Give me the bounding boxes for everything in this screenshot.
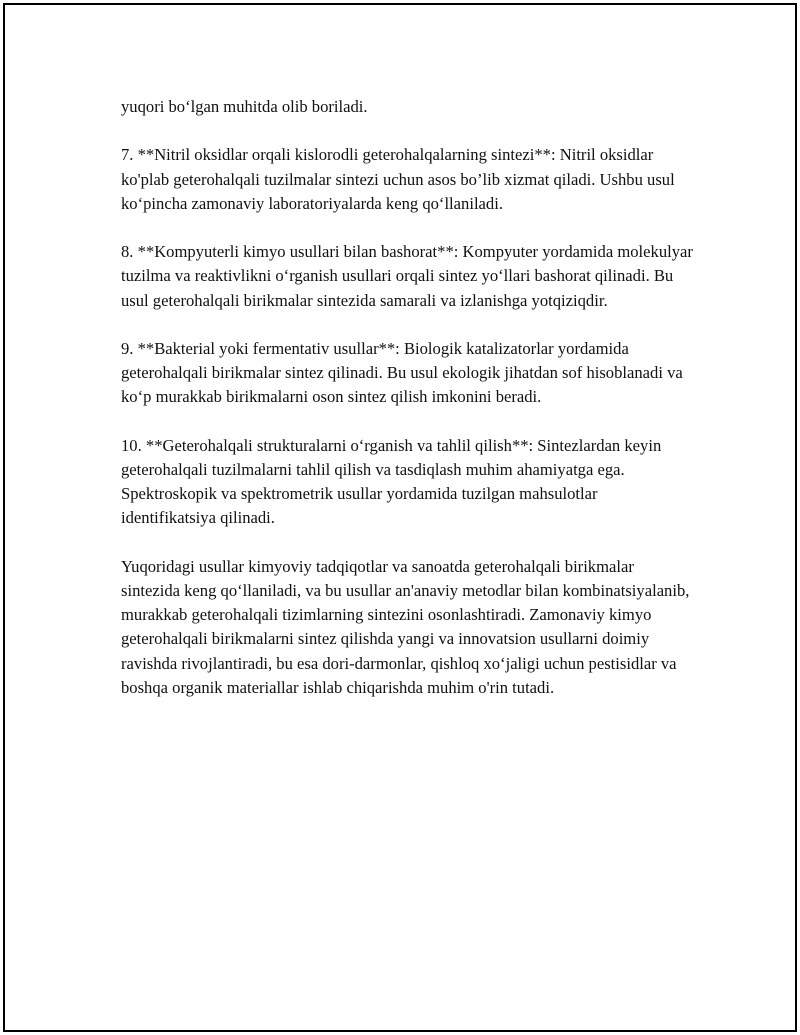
document-body: [121, 95, 696, 724]
paragraph-continuation: yuqori bo‘lgan muhitda olib boriladi.: [121, 97, 368, 116]
document-page: [3, 3, 797, 1032]
paragraph-item-10: 10. **Geterohalqali strukturalarni o‘rganish va tahlil qilish**: Sintezlardan keyin geterohalqali tuzilmalarni tahlil qilish va tasdiqlash muhim ahamiyatga ega. Spektroskopik va spektrometrik usullar yordamida tuzilgan mahsulotlar identifikatsiya qilinadi.: [121, 435, 662, 528]
paragraph-item-8: 8. **Kompyuterli kimyo usullari bilan bashorat**: Kompyuter yordamida molekulyar tuzilma va reaktivlikni o‘rganish usullari orqali sintez yo‘llari bashorat qilinadi. Bu usul geterohalqali birikmalar sintezida samarali va izlanishga yotqiziqdir.: [121, 242, 693, 310]
paragraph-item-9: 9. **Bakterial yoki fermentativ usullar**: Biologik katalizatorlar yordamida geterohalqali birikmalar sintez qilinadi. Bu usul ekologik jihatdan sof hisoblanadi va ko‘p murakkab birikmalarni oson sintez qilish imkonini beradi.: [121, 338, 683, 407]
paragraph-conclusion: Yuqoridagi usullar kimyoviy tadqiqotlar va sanoatda geterohalqali birikmalar sintezida keng qo‘llaniladi, va bu usullar an'anaviy metodlar bilan kombinatsiyalanib, murakkab geterohalqali tizimlarning sintezini osonlashtiradi. Zamonaviy kimyo geterohalqali birikmalarni sintez qilishda yangi va innovatsion usullarni doimiy ravishda rivojlantiradi, bu esa dori-darmonlar, qishloq xo‘jaligi uchun pestisidlar va boshqa organik materiallar ishlab chiqarishda muhim o'rin tutadi.: [121, 556, 690, 697]
paragraph-item-7: 7. **Nitril oksidlar orqali kislorodli geterohalqalarning sintezi**: Nitril oksidlar ko'plab geterohalqali tuzilmalar sintezi uchun asos bo’lib xizmat qiladi. Ushbu usul ko‘pincha zamonaviy laboratoriyalarda keng qo‘llaniladi.: [121, 145, 675, 213]
